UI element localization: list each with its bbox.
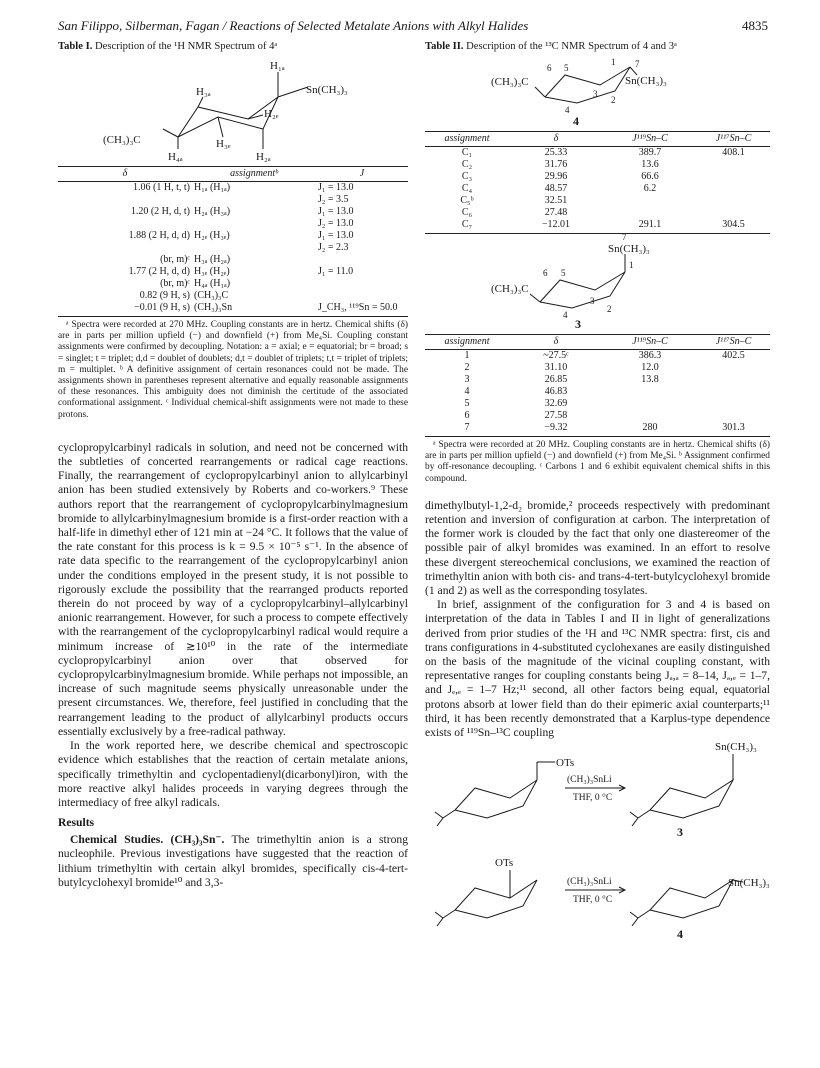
num3-2: 2 xyxy=(607,304,612,314)
table-cell-delta: 1.88 (2 H, d, d) xyxy=(128,230,190,241)
table1-header-row xyxy=(58,167,408,182)
table-cell-j119: 66.6 xyxy=(641,171,659,182)
table-cell-delta: 0.82 (9 H, s) xyxy=(139,290,190,301)
num3-1: 1 xyxy=(629,260,634,270)
table-cell-a: 2 xyxy=(464,362,470,373)
table-row xyxy=(425,183,770,195)
table-cell-d: 48.57 xyxy=(544,183,568,194)
table-cell-j: J₂ = 13.0 xyxy=(318,218,354,229)
table-cell-assign: (CH₃)₃C xyxy=(194,290,229,301)
r1p-tbu-b xyxy=(632,818,638,826)
tbu-bond xyxy=(163,129,178,137)
table-cell-j119 xyxy=(603,386,697,398)
table-cell-j117 xyxy=(697,362,770,374)
table-cell-j119 xyxy=(603,207,697,219)
table-cell-delta: (br, m)ᶜ xyxy=(160,278,190,289)
h3a-bond xyxy=(198,97,203,107)
table-cell-delta: 1.06 (1 H, t, t) xyxy=(133,182,190,193)
runin-heading: Chemical Studies. (CH₃)₃Sn⁻. xyxy=(70,833,225,847)
table-cell-assign: (CH₃)₃Sn xyxy=(192,302,316,317)
table1-col-assignment: assignmentᵇ xyxy=(192,167,316,182)
r1p-tbu-a xyxy=(630,812,638,818)
r2-leaving-group: OTs xyxy=(495,857,514,870)
r2-tbu-bond xyxy=(443,910,455,918)
table-cell-a: C₆ xyxy=(461,207,473,218)
h3e-bond xyxy=(218,117,223,137)
table2-compound4 xyxy=(425,131,770,234)
table-cell-j117: 304.5 xyxy=(697,219,770,234)
num3-7: 7 xyxy=(622,234,627,242)
right-paragraph-1: dimethylbutyl-1,2-d₂ bromide,² proceeds respectively with predominant retention and inversion of configuration at carbon. The interpretation of the former work is clouded by the fact that only one diastereomer of the possible pair of alkyl bromides was examined. In an effort to resolve these divergent stereochemical conclusions, we examined the reaction of trimethyltin anion with both cis- and trans-4-tert-butylcyclohexyl bromide (1 and 2) as well as the corresponding tosylates. xyxy=(425,498,770,598)
table-cell-j119: 12.0 xyxy=(641,362,659,373)
table-cell-a: C₅ᵇ xyxy=(460,195,474,206)
r2-tbu-b xyxy=(437,918,443,926)
table-cell-d: 25.33 xyxy=(544,147,568,158)
table-row xyxy=(425,398,770,410)
table-cell-d: 31.76 xyxy=(544,159,568,170)
table-cell-assign: H₃ₐ (H₂ₐ) xyxy=(194,254,231,265)
label-sn-3: Sn(CH₃)₃ xyxy=(608,243,650,255)
table-cell-j: J₂ = 3.5 xyxy=(318,194,349,205)
table-cell-j117: 301.3 xyxy=(697,422,770,437)
r1-tbu-bond xyxy=(443,810,455,818)
t2-col-j119: J¹¹⁹Sn–C xyxy=(603,132,697,147)
left-paragraph-2: In the work reported here, we describe chemical and spectroscopic evidence which establishes that the reaction of certain metalate anions, specifically trimethyltin and cyclopentadienyl(dicarbonyl)iron, with the more reactive alkyl halides proceeds in varying degrees through the intermediacy of free alkyl radicals. xyxy=(58,739,408,809)
table-cell-j: J₁ = 13.0 xyxy=(318,206,354,217)
table-row xyxy=(58,182,408,195)
table-cell-j117: 408.1 xyxy=(722,147,745,158)
table-row xyxy=(58,254,408,266)
table1-col-delta: δ xyxy=(58,167,192,182)
r1-reactant-ring xyxy=(455,780,537,818)
r1p-tbu-bond xyxy=(638,810,650,818)
label-tbu-3: (CH₃)₃C xyxy=(491,283,529,295)
table-row xyxy=(425,219,770,234)
table1-col-j: J xyxy=(316,167,408,182)
table-cell-delta xyxy=(58,218,192,230)
table2-header-row-4 xyxy=(425,132,770,147)
table-cell-j119: 291.1 xyxy=(603,219,697,234)
r1-reagent: (CH₃)₃SnLi xyxy=(567,775,612,786)
table-cell-j117 xyxy=(697,386,770,398)
table-cell-j: J₁ = 11.0 xyxy=(318,266,354,277)
label-sn-4: Sn(CH₃)₃ xyxy=(625,75,667,87)
table-cell-delta: 1.77 (2 H, d, d) xyxy=(128,266,190,277)
num-7: 7 xyxy=(635,59,640,69)
table-cell-j117 xyxy=(697,159,770,171)
table-cell-j117 xyxy=(697,207,770,219)
table-row xyxy=(58,302,408,317)
table-cell-j119 xyxy=(603,398,697,410)
table-row xyxy=(425,207,770,219)
table-cell-j: J₂ = 2.3 xyxy=(318,242,349,253)
table-cell-j119: 13.6 xyxy=(641,159,659,170)
table-cell-a: 5 xyxy=(464,398,470,409)
table-cell-delta xyxy=(58,242,192,254)
table1-label: Table I. xyxy=(58,41,93,52)
table-cell-d: −9.32 xyxy=(509,422,603,437)
table-row xyxy=(425,159,770,171)
reaction-scheme xyxy=(425,740,770,940)
section-heading-results: Results xyxy=(58,816,95,830)
page-number: 4835 xyxy=(742,18,768,33)
r1-tbu-a xyxy=(435,812,443,818)
table-cell-assign: H₂ₐ (H₃ₐ) xyxy=(194,206,231,217)
r1-product-substituent: Sn(CH₃)₃ xyxy=(715,741,757,754)
table-cell-j117 xyxy=(697,171,770,183)
table-cell-a: C₄ xyxy=(461,183,473,194)
table-cell-delta xyxy=(58,194,192,206)
right-paragraph-2: In brief, assignment of the configuration for 3 and 4 is based on interpretation of the data in Tables I and II in light of generalizations derived from prior studies of the ¹H and ¹³C NMR spectra: first, cis and trans configurations in 4-substituted cyclohexanes are easily distinguished on the basis of the magnitude of the vicinal coupling constant, with representative ranges for coupling constants being Jₐ,ₐ = 8–14, Jₐ,ₑ = 1–7, and Jₑ,ₑ = 1–7 Hz;¹¹ second, all other factors being equal, equatorial protons absorb at lower field than do their epimeric axial counterparts;¹¹ third, it has been recently demonstrated that a Karplus-type dependence exists of ¹¹⁹Sn–¹³C coupling xyxy=(425,598,770,740)
table-cell-delta: −0.01 (9 H, s) xyxy=(58,302,192,317)
table-row xyxy=(58,290,408,302)
num-1: 1 xyxy=(611,57,616,67)
table-cell-a: 4 xyxy=(464,386,470,397)
left-paragraph-3 xyxy=(58,833,408,890)
ring-4-bond xyxy=(545,67,630,103)
num-2: 2 xyxy=(611,95,616,105)
table-cell-j117: 402.5 xyxy=(722,350,745,361)
table-cell-j: J_CH₃, ¹¹⁹Sn = 50.0 xyxy=(316,302,408,317)
label-h2a: H₂ₐ xyxy=(256,151,271,162)
table-cell-d: ~27.5ᶜ xyxy=(543,350,569,361)
label-sn: Sn(CH₃)₃ xyxy=(306,84,348,96)
table-cell-a: C₃ xyxy=(461,171,473,182)
num3-5: 5 xyxy=(561,268,566,278)
table-cell-j: J₁ = 13.0 xyxy=(318,182,354,193)
r1-product-label: 3 xyxy=(677,825,683,840)
table-cell-d: −12.01 xyxy=(509,219,603,234)
table-cell-a: C₂ xyxy=(461,159,473,170)
sn-bond xyxy=(278,87,308,97)
compound-label-4: 4 xyxy=(573,114,579,127)
table-row xyxy=(425,195,770,207)
table-cell-d: 32.69 xyxy=(544,398,568,409)
table-row xyxy=(58,194,408,206)
table-cell-a: 3 xyxy=(464,374,470,385)
table1-footnote: ᵃ Spectra were recorded at 270 MHz. Coupling constants are in hertz. Chemical shifts (δ) are in parts per million upfield (−) and downfield (+) from Me₄Si. Coupling constant assignments were confirmed by decoupling. Notation: a = axial; e = equatorial; br = broad; s = singlet; t = triplet; d,d = doublet of doublets; d,t = doublet of triplets; t,t = triplet of triplets; m = multiplet. ᵇ A definitive assignment of certain resonances could not be made. The assignments shown in parentheses represent alternative and equally reasonable assignments of these resonances. This ambiguity does not diminish the certitude of the associated conformational assignment. ᶜ Individual chemical-shift assignments were not made to these protons. xyxy=(58,320,408,420)
r2-product-label: 4 xyxy=(677,927,683,941)
running-header xyxy=(58,18,768,34)
table1-caption-text: Description of the ¹H NMR Spectrum of 4ᵃ xyxy=(95,41,278,52)
table-cell-j xyxy=(316,290,408,302)
right-column xyxy=(425,40,770,944)
table-row xyxy=(425,374,770,386)
label-h1a: H₁ₐ xyxy=(270,60,285,72)
table-cell-j119: 280 xyxy=(603,422,697,437)
table-cell-d: 27.58 xyxy=(544,410,568,421)
r2p-tbu-b xyxy=(632,918,638,926)
label-tbu-4: (CH₃)₃C xyxy=(491,76,529,88)
table-cell-j117 xyxy=(697,374,770,386)
t2-col-j117: J¹¹⁷Sn–C xyxy=(697,132,770,147)
table-cell-delta: (br, m)ᶜ xyxy=(160,254,190,265)
num3-3: 3 xyxy=(590,296,595,306)
table-row xyxy=(425,171,770,183)
table-cell-j119 xyxy=(603,195,697,207)
table-row xyxy=(425,350,770,363)
r2-tbu-a xyxy=(435,912,443,918)
label-h2e: H₂ₑ xyxy=(264,108,279,120)
label-h4a: H₄ₐ xyxy=(168,151,183,162)
table-cell-assign: H₂ₑ (H₃ₑ) xyxy=(194,230,230,241)
table2-footnote: ᵃ Spectra were recorded at 20 MHz. Coupling constants are in hertz. Chemical shifts (δ) are in parts per million upfield (−) and downfield (+) from Me₄Si. ᵇ Assignment confirmed by off-resonance decoupling. ᶜ Carbons 1 and 6 exhibit equivalent chemical shifts in this compound. xyxy=(425,440,770,484)
left-paragraph-1: cyclopropylcarbinyl radicals in solution, and need not be concerned with the subtleties of concerted rearrangements or radical cage reactions. Finally, the rearrangement of cyclopropylcarbinyl anion to allylcarbinyl anion has been studied extensively by Roberts and co-workers.⁹ These authors report that the rearrangement of cyclopropylcarbinylmagnesium bromide to allylcarbinylmagnesium bromide is a first-order reaction with a half-life in dimethyl ether of 121 min at −24 °C. It follows that the value of the rate constant for this process is k = 9.5 × 10⁻⁵ s⁻¹. In the absence of rate data specific to the rearrangement of the cyclopropylcarbinyl anion under the conditions employed in the present study, it is not possible to rigorously exclude the possibility that the rearranged products reported therein do not proceed by way of a cyclopropylcarbinyl–allylcarbinyl anionic rearrangement. However, for such a process to compete effectively with the rearrangement of the cyclopropylcarbinyl radical would require a minimum increase of ≳10¹⁰ in the rate of the intermediate cyclopropylcarbinyl anion over that observed for cyclopropylcarbinylmagnesium bromide. While perhaps not impossible, an increase of such magnitude seems physically unreasonable under the present circumstances. We, therefore, feel justified in concluding that the rearrangement leading to the product of allylcarbinyl products occurs essentially exclusively by a free-radical pathway. xyxy=(58,440,408,738)
table-cell-j119: 13.8 xyxy=(641,374,659,385)
num-6: 6 xyxy=(547,63,552,73)
t2b-col-j119: J¹¹⁹Sn–C xyxy=(603,335,697,350)
r2-product-ring xyxy=(650,880,733,918)
table-row xyxy=(425,362,770,374)
table-cell-a: C₇ xyxy=(425,219,509,234)
r2-product-substituent: Sn(CH₃)₃ xyxy=(728,877,770,890)
structure-3 xyxy=(425,234,770,330)
table-cell-assign: H₃ₑ (H₂ₑ) xyxy=(194,266,230,277)
table-row xyxy=(425,386,770,398)
table-cell-j117 xyxy=(697,410,770,422)
r2-reagent: (CH₃)₃SnLi xyxy=(567,877,612,888)
table-cell-j xyxy=(316,278,408,290)
running-title: San Filippo, Silberman, Fagan / Reactions of Selected Metalate Anions with Alkyl Halides xyxy=(58,18,529,33)
num3-6: 6 xyxy=(543,268,548,278)
table-cell-assign: H₁ₐ (H₁ₐ) xyxy=(194,182,231,193)
num3-4: 4 xyxy=(563,310,568,320)
table2-caption-text: Description of the ¹³C NMR Spectrum of 4 and 3ᵃ xyxy=(466,41,677,52)
table2-caption xyxy=(425,40,770,53)
table-row xyxy=(425,410,770,422)
table-cell-d: 31.10 xyxy=(544,362,568,373)
r1-tbu-b xyxy=(437,818,443,826)
r1-product-ring xyxy=(650,780,733,818)
table-cell-d: 26.85 xyxy=(544,374,568,385)
r2-reactant-ring xyxy=(455,880,537,918)
table-cell-assign xyxy=(192,218,316,230)
table-cell-a: C₁ xyxy=(461,147,473,158)
table-cell-a: 7 xyxy=(425,422,509,437)
r2-conditions: THF, 0 °C xyxy=(573,895,613,906)
table1-caption xyxy=(58,40,408,53)
left-column xyxy=(58,40,408,890)
table-cell-delta: 1.20 (2 H, d, t) xyxy=(130,206,190,217)
tbu-bond-4 xyxy=(535,87,545,97)
t2b-col-j117: J¹¹⁷Sn–C xyxy=(697,335,770,350)
table-cell-j119: 389.7 xyxy=(638,147,662,158)
t2-col-assignment: assignment xyxy=(425,132,509,147)
t2-col-delta: δ xyxy=(509,132,603,147)
table-row xyxy=(425,422,770,437)
structure-4 xyxy=(425,57,770,127)
table-cell-j: J₁ = 13.0 xyxy=(318,230,354,241)
r1-conditions: THF, 0 °C xyxy=(573,793,613,804)
table-cell-assign: H₄ₐ (H₁ₐ) xyxy=(194,278,231,289)
num-5: 5 xyxy=(564,63,569,73)
table-row xyxy=(58,266,408,278)
table-row xyxy=(425,147,770,160)
label-h3e: H₃ₑ xyxy=(216,138,231,150)
table1-structure xyxy=(58,57,408,162)
table-cell-j xyxy=(316,254,408,266)
num-4: 4 xyxy=(565,105,570,115)
table-cell-d: 27.48 xyxy=(544,207,568,218)
tbu-bond-3 xyxy=(530,294,540,302)
r2p-tbu-bond xyxy=(638,910,650,918)
compound-label-3: 3 xyxy=(575,317,581,330)
r2p-tbu-a xyxy=(630,912,638,918)
table2-label: Table II. xyxy=(425,41,464,52)
table-row xyxy=(58,278,408,290)
r1-leaving-group: OTs xyxy=(556,757,575,770)
table-cell-a: 6 xyxy=(464,410,470,421)
table-cell-j117 xyxy=(697,183,770,195)
table-row xyxy=(58,218,408,230)
table-cell-j119 xyxy=(603,410,697,422)
table1 xyxy=(58,166,408,317)
t2b-col-assignment: assignment xyxy=(425,335,509,350)
table-cell-assign xyxy=(192,194,316,206)
table-row xyxy=(58,230,408,242)
table-cell-d: 29.96 xyxy=(544,171,568,182)
table2-header-row-3 xyxy=(425,335,770,350)
t2b-col-delta: δ xyxy=(509,335,603,350)
ring-3-bond xyxy=(540,272,625,308)
table-cell-j117 xyxy=(697,195,770,207)
table-cell-d: 32.51 xyxy=(544,195,568,206)
label-h3a: H₃ₐ xyxy=(196,86,211,98)
table-cell-assign xyxy=(192,242,316,254)
table2-compound3 xyxy=(425,334,770,437)
table-row xyxy=(58,242,408,254)
num-3: 3 xyxy=(593,89,598,99)
table-cell-j119: 6.2 xyxy=(643,183,657,194)
label-tbu: (CH₃)₃C xyxy=(103,134,141,146)
table-row xyxy=(58,206,408,218)
left-paragraph-3-text: The trimethyltin anion is a strong nucleophile. Previous investigations have suggested that the reaction of lithium trimethyltin with certain alkyl bromides, specifically cis-4-tert-butylcyclohexyl bromide¹⁰ and 3,3- xyxy=(58,833,408,889)
table-cell-j119: 386.3 xyxy=(638,350,662,361)
table-cell-d: 46.83 xyxy=(544,386,568,397)
table-cell-a: 1 xyxy=(464,350,470,361)
table-cell-j117 xyxy=(697,398,770,410)
